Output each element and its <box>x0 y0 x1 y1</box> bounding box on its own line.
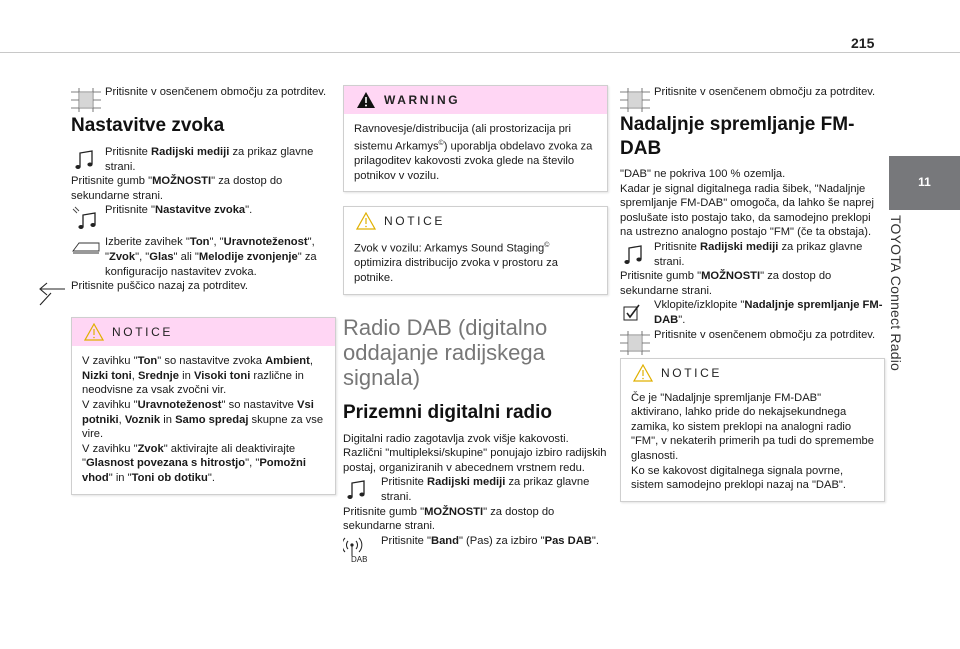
dab-icon-label: DAB <box>351 554 368 564</box>
grid-touch-icon <box>620 85 650 115</box>
chapter-title: TOYOTA Connect Radio <box>888 215 904 371</box>
notice-box-arkamys <box>343 206 608 295</box>
t-bold: MOŽNOSTI <box>701 270 761 283</box>
t: ", " <box>135 250 150 263</box>
t-bold: Uravnoteženost <box>223 236 308 249</box>
t: Ravnovesje/distribucija (ali prostorizacija pri sistemu Arkamys <box>354 123 571 153</box>
back-arrow-icon <box>37 279 67 309</box>
t-bold: Srednje <box>137 369 179 382</box>
notice-triangle-icon <box>356 212 376 230</box>
t-bold: Uravnoteženost <box>137 398 222 411</box>
t-bold: Melodije zvonjenje <box>198 250 298 263</box>
t: " ali " <box>173 250 199 263</box>
t: V zavihku " <box>82 442 138 455</box>
t: " za dostop do sekundarne strani. <box>71 175 283 202</box>
t: ", " <box>209 236 224 249</box>
instruction-options <box>343 505 608 534</box>
t: skupne za vse vire. <box>82 413 324 441</box>
dab-intro-1: Digitalni radio zagotavlja zvok višje kakovosti. <box>343 432 569 445</box>
notice-header <box>344 207 607 235</box>
t: Pritisnite " <box>381 534 431 547</box>
instruction-confirm <box>71 85 336 101</box>
notice-triangle-icon <box>633 364 653 382</box>
notice-triangle-icon <box>84 323 104 341</box>
t-bold: Radijski mediji <box>427 476 506 489</box>
t: Izberite zavihek " <box>105 236 190 249</box>
instruction-toggle-follow <box>620 298 885 327</box>
t-bold: Ton <box>137 355 158 368</box>
notice-label: NOTICE <box>661 365 722 380</box>
t: " za dostop do sekundarne strani. <box>343 505 555 533</box>
instruction-options <box>71 174 336 203</box>
t: " za konfiguracijo nastavitev zvoka. <box>105 250 317 278</box>
t-bold: Pomožni vhod <box>82 457 306 484</box>
t: Pritisnite " <box>105 204 155 217</box>
t: Zvok v vozilu: Arkamys Sound Staging <box>354 242 545 255</box>
t-bold: Voznik <box>124 413 161 426</box>
t: " za dostop do sekundarne strani. <box>620 270 832 297</box>
instruction-options <box>620 269 885 298</box>
confirm-text: Pritisnite v osenčenem območju za potrditev. <box>654 86 876 98</box>
page-number: 215 <box>851 35 875 51</box>
t-bold: MOŽNOSTI <box>424 505 484 518</box>
grid-touch-icon <box>71 85 101 115</box>
notice-label: NOTICE <box>384 214 445 229</box>
t: " aktivirajte ali deaktivirajte " <box>82 442 296 470</box>
warning-box <box>343 85 608 192</box>
heading-sound-settings: Nastavitve zvoka <box>71 115 225 136</box>
music-note-icon <box>71 145 101 175</box>
t: različne in neodvisne za vsak zvočni vir. <box>82 369 304 397</box>
t-bold: Radijski mediji <box>700 240 779 253</box>
t-bold: Vsi potniki <box>82 398 314 426</box>
hand-music-icon <box>71 203 101 233</box>
t: ". <box>207 471 215 484</box>
t-bold: Band <box>430 534 459 547</box>
copyright-sup: © <box>438 139 444 147</box>
top-rule <box>0 52 960 53</box>
notice-header <box>72 318 335 346</box>
dab-follow-explain: Kadar je signal digitalnega radia šibek, "Nadaljnje spremljanje FM-DAB" omogoča, da lahko še naprej poslušate isto postajo tako, da samodejno preklopi na ustrezno analogno postajo "FM" (če ta obstaja). <box>620 182 874 239</box>
t-bold: Glas <box>149 250 174 263</box>
back-text: Pritisnite puščico nazaj za potrditev. <box>71 280 249 293</box>
t-bold: Radijski mediji <box>151 146 230 158</box>
notice-box-sound <box>71 317 336 494</box>
t: V zavihku " <box>82 398 138 411</box>
t-bold: Samo spredaj <box>175 413 249 426</box>
instruction-radio-media <box>620 240 885 269</box>
t: " so nastavitve <box>221 398 298 411</box>
t-bold: MOŽNOSTI <box>152 175 212 188</box>
t: in <box>160 413 176 426</box>
music-note-icon <box>620 240 650 270</box>
t: za prikaz glavne strani. <box>654 240 863 268</box>
t-bold: Nadaljnje spremljanje FM-DAB <box>654 299 883 326</box>
column-1 <box>71 85 336 495</box>
warning-label: WARNING <box>384 93 461 107</box>
heading-terrestrial-digital: Prizemni digitalni radio <box>343 401 553 423</box>
t: Ko se kakovost digitalnega signala povrne, sistem samodejno preklopi nazaj na "DAB". <box>631 464 847 492</box>
notice-box-fm-dab <box>620 358 885 502</box>
instruction-confirm-2 <box>620 328 885 344</box>
t-bold: Glasnost povezana s hitrostjo <box>85 457 246 470</box>
t: , <box>131 369 138 382</box>
confirm-text: Pritisnite v osenčenem območju za potrditev. <box>654 328 876 341</box>
notice-body <box>344 235 607 294</box>
copyright-sup: © <box>544 242 550 250</box>
heading-fm-dab-follow: Nadaljnje spremljanje FM-DAB <box>620 114 855 159</box>
instruction-back <box>37 279 336 295</box>
t: V zavihku " <box>82 355 138 368</box>
chapter-title-wrap <box>888 215 918 475</box>
t: Pritisnite <box>654 240 701 253</box>
dab-intro-2: Različni "multipleksi/skupine" ponujajo izbiro radijskih postaj, organiziranih v abecednem vrstnem redu. <box>343 447 607 474</box>
column-3 <box>620 85 885 502</box>
t-bold: Visoki toni <box>193 369 251 382</box>
t: Pritisnite <box>381 476 428 489</box>
tab-select-icon <box>71 235 101 265</box>
t-bold: Nastavitve zvoka <box>154 204 246 217</box>
t: za prikaz glavne strani. <box>381 476 590 503</box>
instruction-radio-media <box>343 475 608 504</box>
t: ", " <box>245 457 260 470</box>
instruction-confirm <box>620 85 885 101</box>
t: Pritisnite gumb " <box>343 505 425 518</box>
column-2 <box>343 85 608 564</box>
t: " (Pas) za izbiro " <box>458 534 545 547</box>
heading-dab-radio: Radio DAB (digitalno oddajanje radijskega signala) <box>343 314 548 390</box>
notice-label: NOTICE <box>112 325 173 340</box>
t: ". <box>678 313 686 326</box>
instruction-sound-settings <box>71 203 336 233</box>
notice-body <box>621 387 884 501</box>
dab-antenna-icon <box>343 534 373 564</box>
warning-triangle-icon <box>356 91 376 109</box>
t-bold: Ambient <box>265 355 310 368</box>
t: Pritisnite <box>105 146 152 158</box>
checkbox-icon <box>620 298 650 328</box>
t: Vklopite/izklopite " <box>654 299 745 312</box>
t: Pritisnite gumb " <box>71 175 153 188</box>
t-bold: Zvok <box>137 442 164 455</box>
t-bold: Nizki toni <box>82 369 132 382</box>
t: , <box>118 413 125 426</box>
warning-header <box>344 86 607 114</box>
dab-coverage: "DAB" ne pokriva 100 % ozemlja. <box>620 168 786 180</box>
music-note-icon <box>343 475 373 505</box>
grid-touch-icon <box>620 328 650 358</box>
warning-body <box>344 114 607 191</box>
t-bold: Zvok <box>108 250 136 263</box>
instruction-select-tab <box>71 235 336 279</box>
t: ) uporablja obdelavo zvoka za prilagoditev kakovosti zvoka glede na število potnikov v vozilu. <box>354 140 593 182</box>
t: " so nastavitve zvoka <box>157 355 266 368</box>
confirm-text: Pritisnite v osenčenem območju za potrditev. <box>105 86 327 98</box>
t: ". <box>591 534 599 547</box>
chapter-tab <box>889 156 960 210</box>
t: Če je "Nadaljnje spremljanje FM-DAB" aktivirano, lahko pride do nekajsekundnega zamika, ko sistem preklopi na analogni radio "FM", v nekaterih primerih pa tudi do spremembe glasnosti. <box>631 391 874 462</box>
t-bold: Pas DAB <box>544 534 592 547</box>
instruction-band <box>343 534 608 564</box>
t: ". <box>245 204 253 217</box>
t: optimizira distribucijo zvoka v prostoru za potnike. <box>354 257 558 285</box>
t-bold: Toni ob dotiku <box>131 471 208 484</box>
chapter-number: 11 <box>918 175 931 189</box>
t-bold: Ton <box>189 236 210 249</box>
t: ", " <box>105 236 315 263</box>
instruction-radio-media <box>71 145 336 174</box>
t: za prikaz glavne strani. <box>105 146 314 173</box>
t: , <box>309 355 313 368</box>
t: " in " <box>108 471 132 484</box>
notice-body <box>72 346 335 493</box>
notice-header <box>621 359 884 387</box>
t: in <box>179 369 194 382</box>
t: Pritisnite gumb " <box>620 270 702 283</box>
